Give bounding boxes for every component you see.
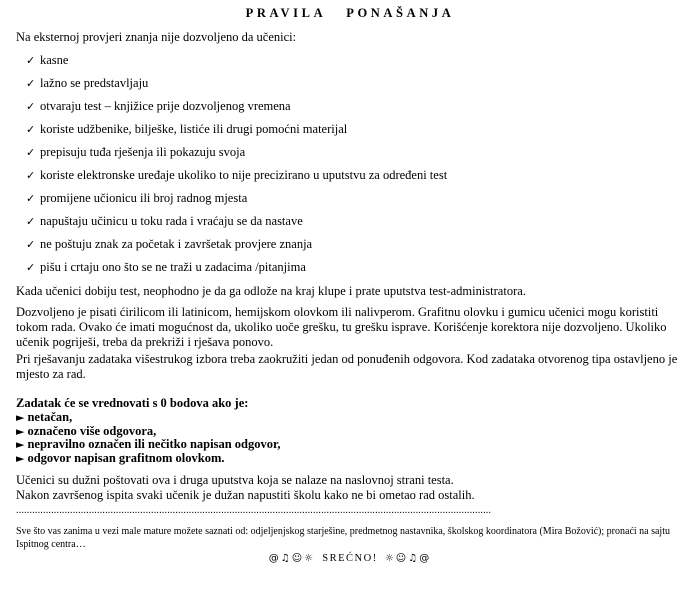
- duty-line: Nakon završenog ispita svaki učenik je dužan napustiti školu kako ne bi ometao rad ostalih.: [16, 488, 475, 502]
- list-item: ✓ lažno se predstavljaju: [26, 76, 149, 90]
- intro-text: Na eksternoj provjeri znanja nije dozvoljeno da učenici:: [16, 30, 297, 44]
- list-item: ✓ koriste elektronske uređaje ukoliko to nije precizirano u uputstvu za određeni test: [26, 168, 448, 182]
- good-luck-line: [0, 553, 700, 564]
- good-luck-text: SREĆNO!: [322, 553, 378, 564]
- list-item: ✓ pišu i crtaju ono što se ne traži u zadacima /pitanjima: [26, 260, 306, 274]
- list-item: ► nepravilno označen ili nečitko napisan odgovor,: [16, 437, 281, 452]
- list-item: ✓ otvaraju test – knjižice prije dozvoljenog vremena: [26, 99, 291, 113]
- duty-line: Učenici su dužni poštovati ova i druga uputstva koja se nalaze na naslovnoj strani testa.: [16, 473, 454, 487]
- rules-list: [26, 53, 447, 283]
- page-title: PRAVILA PONAŠANJA: [245, 6, 455, 20]
- paragraph-test-handling: Kada učenici dobiju test, neophodno je da ga odlože na kraj klupe i prate uputstva test-administratora.: [16, 284, 526, 298]
- decorative-symbols-icon: ☼☺♫@: [384, 553, 432, 564]
- arrow-bullet-icon: ►: [16, 438, 25, 452]
- checkmark-icon: ✓: [26, 123, 36, 136]
- zero-points-heading: Zadatak će se vrednovati s 0 bodova ako je:: [16, 396, 249, 410]
- duty-section: [16, 473, 475, 503]
- arrow-bullet-icon: ►: [16, 452, 25, 466]
- decorative-symbols-icon: @♫☺☼: [268, 553, 316, 564]
- arrow-bullet-icon: ►: [16, 424, 25, 438]
- list-item: ✓ prepisuju tuđa rješenja ili pokazuju svoja: [26, 145, 246, 159]
- zero-points-section: [16, 397, 281, 466]
- checkmark-icon: ✓: [26, 100, 36, 113]
- list-item: ► netačan,: [16, 409, 73, 424]
- checkmark-icon: ✓: [26, 169, 36, 182]
- list-item: ► odgovor napisan grafitnom olovkom.: [16, 451, 225, 466]
- checkmark-icon: ✓: [26, 77, 36, 90]
- checkmark-icon: ✓: [26, 215, 36, 228]
- checkmark-icon: ✓: [26, 261, 36, 274]
- footer-note: Sve što vas zanima u vezi male mature možete saznati od: odjeljenjskog starješine, predmetnog nastavnika, školskog koordinatora (Mira Božović); pronaći na sajtu Ispitnog centra…: [16, 526, 670, 550]
- list-item: ✓ koriste udžbenike, bilješke, listiće ili drugi pomoćni materijal: [26, 122, 348, 136]
- list-item: ✓ napuštaju učinicu u toku rada i vraćaju se da nastave: [26, 214, 303, 228]
- checkmark-icon: ✓: [26, 238, 36, 251]
- paragraph-writing-rules: Dozvoljeno je pisati ćirilicom ili latinicom, hemijskom olovkom ili nalivperom. Grafitnu olovku i gumicu učenici mogu koristiti tokom rada. Ovako će imati mogućnost da, ukoliko uoče grešku, tu grešku isprave. Korišćenje korektora nije dozvoljeno. Ukoliko učenik pogriješi, treba da prekriži i rješava ponovo.: [16, 305, 667, 349]
- list-item: ✓ promijene učionicu ili broj radnog mjesta: [26, 191, 248, 205]
- list-item: ► označeno više odgovora,: [16, 423, 157, 438]
- checkmark-icon: ✓: [26, 54, 36, 67]
- arrow-bullet-icon: ►: [16, 410, 25, 424]
- checkmark-icon: ✓: [26, 192, 36, 205]
- dotted-separator: ................................................................................................................................................................................: [16, 505, 492, 516]
- paragraph-answering: Pri rješavanju zadataka višestrukog izbora treba zaokružiti jedan od ponuđenih odgovora. Kod zadataka otvorenog tipa ostavljeno je mjesto za rad.: [16, 352, 678, 381]
- checkmark-icon: ✓: [26, 146, 36, 159]
- list-item: ✓ kasne: [26, 53, 69, 67]
- list-item: ✓ ne poštuju znak za početak i završetak provjere znanja: [26, 237, 313, 251]
